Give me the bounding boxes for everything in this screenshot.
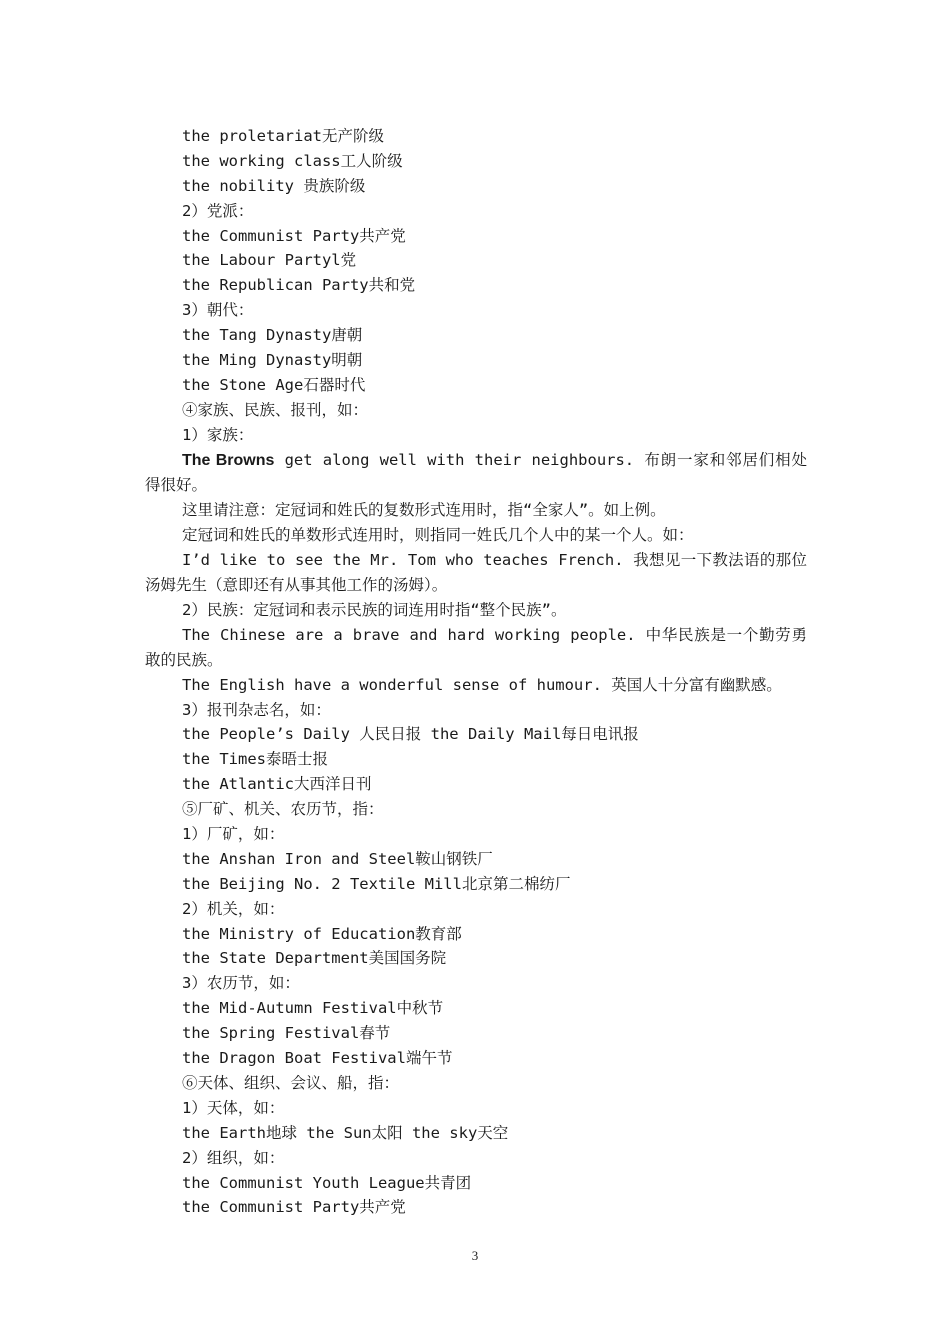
example-paragraph-chinese: The Chinese are a brave and hard working people. 中华民族是一个勤劳勇敢的民族。 (145, 625, 807, 669)
text-line: the People’s Daily 人民日报 the Daily Mail每日电讯报 (182, 725, 639, 744)
text-line: 2）机关，如： (182, 899, 285, 918)
text-line: 3）朝代： (182, 301, 254, 320)
page-number: 3 (471, 1248, 479, 1263)
text-line: the Tang Dynasty唐朝 (182, 326, 363, 345)
text-line: the Ming Dynasty明朝 (182, 351, 363, 370)
text-line: the Stone Age石器时代 (182, 375, 366, 394)
text-line: 定冠词和姓氏的单数形式连用时，则指同一姓氏几个人中的某一个人。如： (182, 526, 694, 545)
text-line: the nobility 贵族阶级 (182, 176, 366, 195)
text-line: 3）报刊杂志名，如： (182, 700, 331, 719)
text-line: 1）天体，如： (182, 1098, 285, 1117)
text-line: the Ministry of Education教育部 (182, 924, 462, 943)
text-line: the Communist Party共产党 (182, 226, 406, 245)
text-line: 2）民族：定冠词和表示民族的词连用时指“整个民族”。 (182, 600, 567, 619)
text-line: the Dragon Boat Festival端午节 (182, 1049, 453, 1068)
text-line: the Mid-Autumn Festival中秋节 (182, 999, 444, 1018)
bold-term: The Browns (182, 451, 275, 469)
text-line: the working class工人阶级 (182, 151, 403, 170)
text-line: The English have a wonderful sense of humour. 英国人十分富有幽默感。 (182, 675, 782, 694)
text-line: 这里请注意：定冠词和姓氏的复数形式连用时，指“全家人”。如上例。 (182, 501, 666, 520)
example-text: get along well with their neighbours. 布朗一家和邻居们相处得很好。 (145, 450, 807, 495)
text-line: ⑤厂矿、机关、农历节，指： (182, 800, 384, 819)
text-line: the Communist Youth League共青团 (182, 1173, 472, 1192)
text-line: the Times泰晤士报 (182, 750, 328, 769)
text-line: 1）厂矿，如： (182, 825, 285, 844)
text-line: ⑥天体、组织、会议、船，指： (182, 1073, 400, 1092)
text-line: the Atlantic大西洋日刊 (182, 775, 372, 794)
text-line: the Republican Party共和党 (182, 276, 416, 295)
example-paragraph-browns (145, 448, 807, 499)
page-body (145, 124, 807, 1220)
text-line: the Spring Festival春节 (182, 1024, 391, 1043)
text-line: the Labour Partyl党 (182, 251, 357, 270)
text-line: the Anshan Iron and Steel鞍山钢铁厂 (182, 849, 493, 868)
text-line: 2）组织，如： (182, 1148, 285, 1167)
text-line: the Communist Party共产党 (182, 1198, 406, 1217)
text-line: 3）农历节，如： (182, 974, 300, 993)
text-line: the State Department美国国务院 (182, 949, 447, 968)
text-line: the Beijing No. 2 Textile Mill北京第二棉纺厂 (182, 874, 571, 893)
text-line: the Earth地球 the Sun太阳 the sky天空 (182, 1123, 509, 1142)
text-line: 2）党派： (182, 201, 254, 220)
text-line: ④家族、民族、报刊，如： (182, 400, 369, 419)
text-line: 1）家族： (182, 425, 254, 444)
text-line: the proletariat无产阶级 (182, 127, 384, 145)
example-paragraph-tom: I’d like to see the Mr. Tom who teaches French. 我想见一下教法语的那位汤姆先生（意即还有从事其他工作的汤姆）。 (145, 551, 807, 595)
